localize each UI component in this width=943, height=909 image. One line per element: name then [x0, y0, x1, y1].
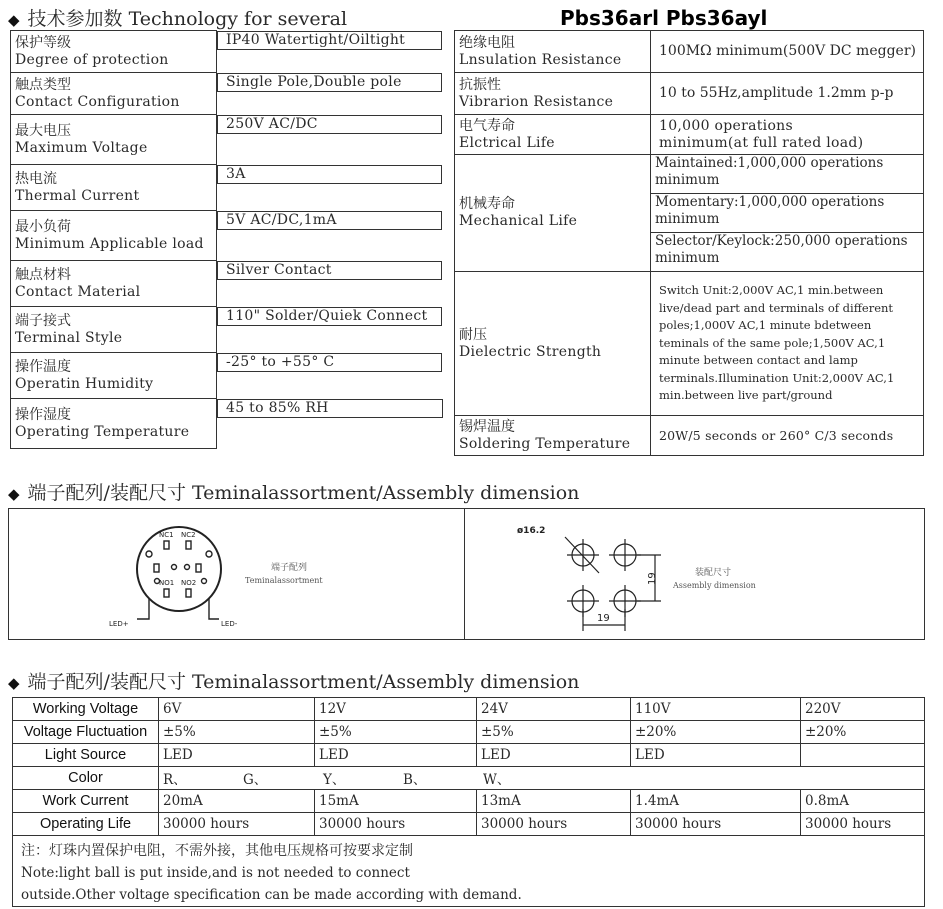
table-cell: 0.8mA: [801, 790, 925, 813]
voltage-table-row: [13, 790, 925, 813]
mechanical-values: [651, 155, 923, 271]
spec-label-cn: 操作湿度: [15, 406, 71, 423]
table-cell: 15mA: [315, 790, 477, 813]
assembly-dimension-diagram: [465, 509, 924, 639]
spec-value: IP40 Watertight/Oiltight: [217, 31, 442, 50]
spec-value: Switch Unit:2,000V AC,1 min.between live/dead part and terminals of different poles;1,000V AC,1 minute bdetween teminals of the same pole;1,500V AC,1 minute between contact and lamp terminals.Illumination Unit:2,000V AC,1 min.between live part/ground: [651, 272, 924, 416]
terminal-layout-diagram: [9, 509, 464, 639]
table-cell: LED: [159, 744, 315, 767]
spec-value: 45 to 85% RH: [217, 399, 443, 418]
spec-label-en: Operating Temperature: [15, 423, 190, 440]
spec-value: 100MΩ minimum(500V DC megger): [651, 31, 924, 73]
mechanical-selector: Selector/Keylock:250,000 operations minimum: [655, 233, 908, 266]
spec-value: Silver Contact: [217, 261, 442, 280]
terminal-hole: [206, 551, 212, 557]
terminal-hole: [185, 565, 190, 570]
row-header: Work Current: [13, 790, 159, 813]
table-cell: ±5%: [477, 721, 631, 744]
terminal-hole: [202, 579, 207, 584]
spec-value: -25° to +55° C: [217, 353, 442, 372]
spec-label-cn: 机械寿命: [459, 196, 515, 212]
terminal-ring: [137, 527, 221, 611]
note-row: [13, 836, 925, 907]
terminal-pin: [164, 589, 169, 597]
label-dim-vertical: 19: [647, 572, 658, 585]
spec-value: Single Pole,Double pole: [217, 73, 442, 92]
spec-row: [11, 353, 443, 399]
spec-label-cn: 锡焊温度: [459, 418, 515, 435]
spec-value: 110" Solder/Quiek Connect: [217, 307, 442, 326]
spec-row: [11, 31, 443, 73]
spec-row: [11, 165, 443, 211]
assembly-caption-cn: 装配尺寸: [695, 568, 732, 578]
spec-row: [11, 399, 443, 449]
spec-label-cn: 热电流: [15, 170, 57, 187]
label-dim-horizontal: 19: [597, 613, 610, 624]
spec-label-en: Elctrical Life: [459, 134, 555, 151]
spec-row: [11, 261, 443, 307]
section1-title: ◆ 技术参加数 Technology for several: [8, 8, 348, 30]
spec-label-en: Operatin Humidity: [15, 375, 154, 392]
product-name: Pbs36arl Pbs36ayl: [560, 6, 768, 30]
spec-label-cn: 端子接式: [15, 312, 71, 329]
spec-row: [11, 307, 443, 353]
mechanical-momentary: Momentary:1,000,000 operations minimum: [651, 194, 923, 233]
table-cell: ±20%: [631, 721, 801, 744]
label-nc1: NC1: [159, 531, 174, 539]
spec-row-vibration: [455, 73, 924, 115]
spec-label-cn: 触点材料: [15, 266, 71, 283]
row-header: Working Voltage: [13, 698, 159, 721]
table-cell: 20mA: [159, 790, 315, 813]
table-cell: 220V: [801, 698, 925, 721]
spec-label-cn: 绝缘电阻: [459, 34, 515, 51]
table-cell: 24V: [477, 698, 631, 721]
color-option: B、: [403, 772, 427, 788]
spec-row-insulation: [455, 31, 924, 73]
spec-table-left: [10, 30, 443, 449]
spec-label-cn: 最小负荷: [15, 218, 71, 235]
table-cell: ±5%: [159, 721, 315, 744]
spec-label-en: Mechanical Life: [459, 213, 578, 229]
section3-title: ◆ 端子配列/装配尺寸 Teminalassortment/Assembly dimension: [8, 671, 580, 693]
table-cell: 30000 hours: [159, 813, 315, 836]
spec-value: 250V AC/DC: [217, 115, 442, 134]
diamond-bullet-icon: ◆: [8, 11, 20, 29]
row-header: Light Source: [13, 744, 159, 767]
table-cell: 30000 hours: [477, 813, 631, 836]
spec-label-en: Soldering Temperature: [459, 435, 631, 452]
spec-value: 10 to 55Hz,amplitude 1.2mm p-p: [651, 73, 924, 115]
spec-label-cn: 触点类型: [15, 76, 71, 93]
spec-label-en: Vibrarion Resistance: [459, 93, 614, 110]
color-cell: [159, 767, 925, 790]
table-cell: LED: [631, 744, 801, 767]
terminal-caption-en: Teminalassortment: [245, 576, 323, 585]
table-cell: ±20%: [801, 721, 925, 744]
spec-row: [11, 73, 443, 115]
voltage-table-row: [13, 813, 925, 836]
led-plus-lead: [137, 599, 149, 619]
label-led-plus: LED+: [109, 620, 129, 628]
color-option: R、: [163, 772, 187, 788]
spec-row-mechanical: [455, 155, 924, 272]
spec-row: [11, 115, 443, 165]
spec-label-en: Thermal Current: [15, 187, 140, 204]
terminal-pin: [186, 541, 191, 549]
row-header: Color: [13, 767, 159, 790]
terminal-diagram-box: [8, 508, 465, 640]
color-option: W、: [483, 772, 511, 788]
assembly-caption-en: Assembly dimension: [673, 581, 756, 590]
row-header: Operating Life: [13, 813, 159, 836]
table-cell: 6V: [159, 698, 315, 721]
table-cell: 30000 hours: [315, 813, 477, 836]
spec-label-cn: 耐压: [459, 326, 487, 343]
terminal-pin: [164, 541, 169, 549]
diamond-bullet-icon: ◆: [8, 485, 20, 503]
spec-label-en: Contact Configuration: [15, 93, 180, 110]
spec-row-soldering: [455, 416, 924, 456]
terminal-caption-cn: 端子配列: [271, 563, 308, 573]
section2-title: ◆ 端子配列/装配尺寸 Teminalassortment/Assembly dimension: [8, 482, 580, 504]
spec-row-electrical: [455, 115, 924, 155]
terminal-pin: [196, 564, 201, 572]
spec-value-line1: 10,000 operations: [659, 117, 793, 134]
table-cell: 12V: [315, 698, 477, 721]
spec-value: 5V AC/DC,1mA: [217, 211, 442, 230]
terminal-hole: [146, 551, 152, 557]
terminal-pin: [186, 589, 191, 597]
label-diameter: ø16.2: [517, 526, 546, 536]
table-cell: [801, 744, 925, 767]
diamond-bullet-icon: ◆: [8, 674, 20, 692]
spec-label-en: Minimum Applicable load: [15, 235, 204, 252]
table-cell: 30000 hours: [801, 813, 925, 836]
voltage-table-row: [13, 721, 925, 744]
color-option: Y、: [323, 772, 346, 788]
led-minus-lead: [209, 599, 219, 619]
table-cell: LED: [477, 744, 631, 767]
label-no2: NO2: [181, 579, 197, 587]
spec-value-line2: minimum(at full rated load): [659, 134, 864, 151]
table-cell: 13mA: [477, 790, 631, 813]
spec-label-cn: 电气寿命: [459, 117, 515, 134]
terminal-pin: [154, 564, 159, 572]
table-cell: 110V: [631, 698, 801, 721]
label-led-minus: LED-: [221, 620, 238, 628]
note-cn: 注：灯珠内置保护电阻，不需外接，其他电压规格可按要求定制: [21, 843, 413, 859]
note-en-line2: outside.Other voltage specification can be made according with demand.: [21, 887, 522, 903]
voltage-table: [12, 697, 925, 907]
terminal-hole: [172, 565, 177, 570]
spec-value: 20W/5 seconds or 260° C/3 seconds: [651, 416, 924, 456]
voltage-table-row: [13, 767, 925, 790]
mechanical-maintained: Maintained:1,000,000 operations minimum: [651, 155, 923, 194]
table-cell: ±5%: [315, 721, 477, 744]
spec-label-cn: 保护等级: [15, 34, 71, 51]
spec-value: 3A: [217, 165, 442, 184]
spec-label-cn: 操作温度: [15, 358, 71, 375]
label-nc2: NC2: [181, 531, 196, 539]
spec-label-en: Maximum Voltage: [15, 139, 148, 156]
color-option: G、: [243, 772, 268, 788]
voltage-table-row: [13, 698, 925, 721]
spec-label-en: Dielectric Strength: [459, 343, 602, 360]
row-header: Voltage Fluctuation: [13, 721, 159, 744]
table-cell: LED: [315, 744, 477, 767]
spec-table-right: [454, 30, 924, 456]
spec-label-en: Contact Material: [15, 283, 141, 300]
note-en-line1: Note:light ball is put inside,and is not needed to connect: [21, 865, 410, 881]
spec-label-en: Degree of protection: [15, 51, 169, 68]
spec-label-cn: 最大电压: [15, 122, 71, 139]
spec-row-dielectric: [455, 272, 924, 416]
spec-label-cn: 抗振性: [459, 76, 501, 93]
table-cell: 30000 hours: [631, 813, 801, 836]
spec-label-en: Terminal Style: [15, 329, 123, 346]
label-no1: NO1: [159, 579, 175, 587]
voltage-table-row: [13, 744, 925, 767]
assembly-diagram-box: [464, 508, 925, 640]
spec-row: [11, 211, 443, 261]
table-cell: 1.4mA: [631, 790, 801, 813]
spec-label-en: Lnsulation Resistance: [459, 51, 622, 68]
